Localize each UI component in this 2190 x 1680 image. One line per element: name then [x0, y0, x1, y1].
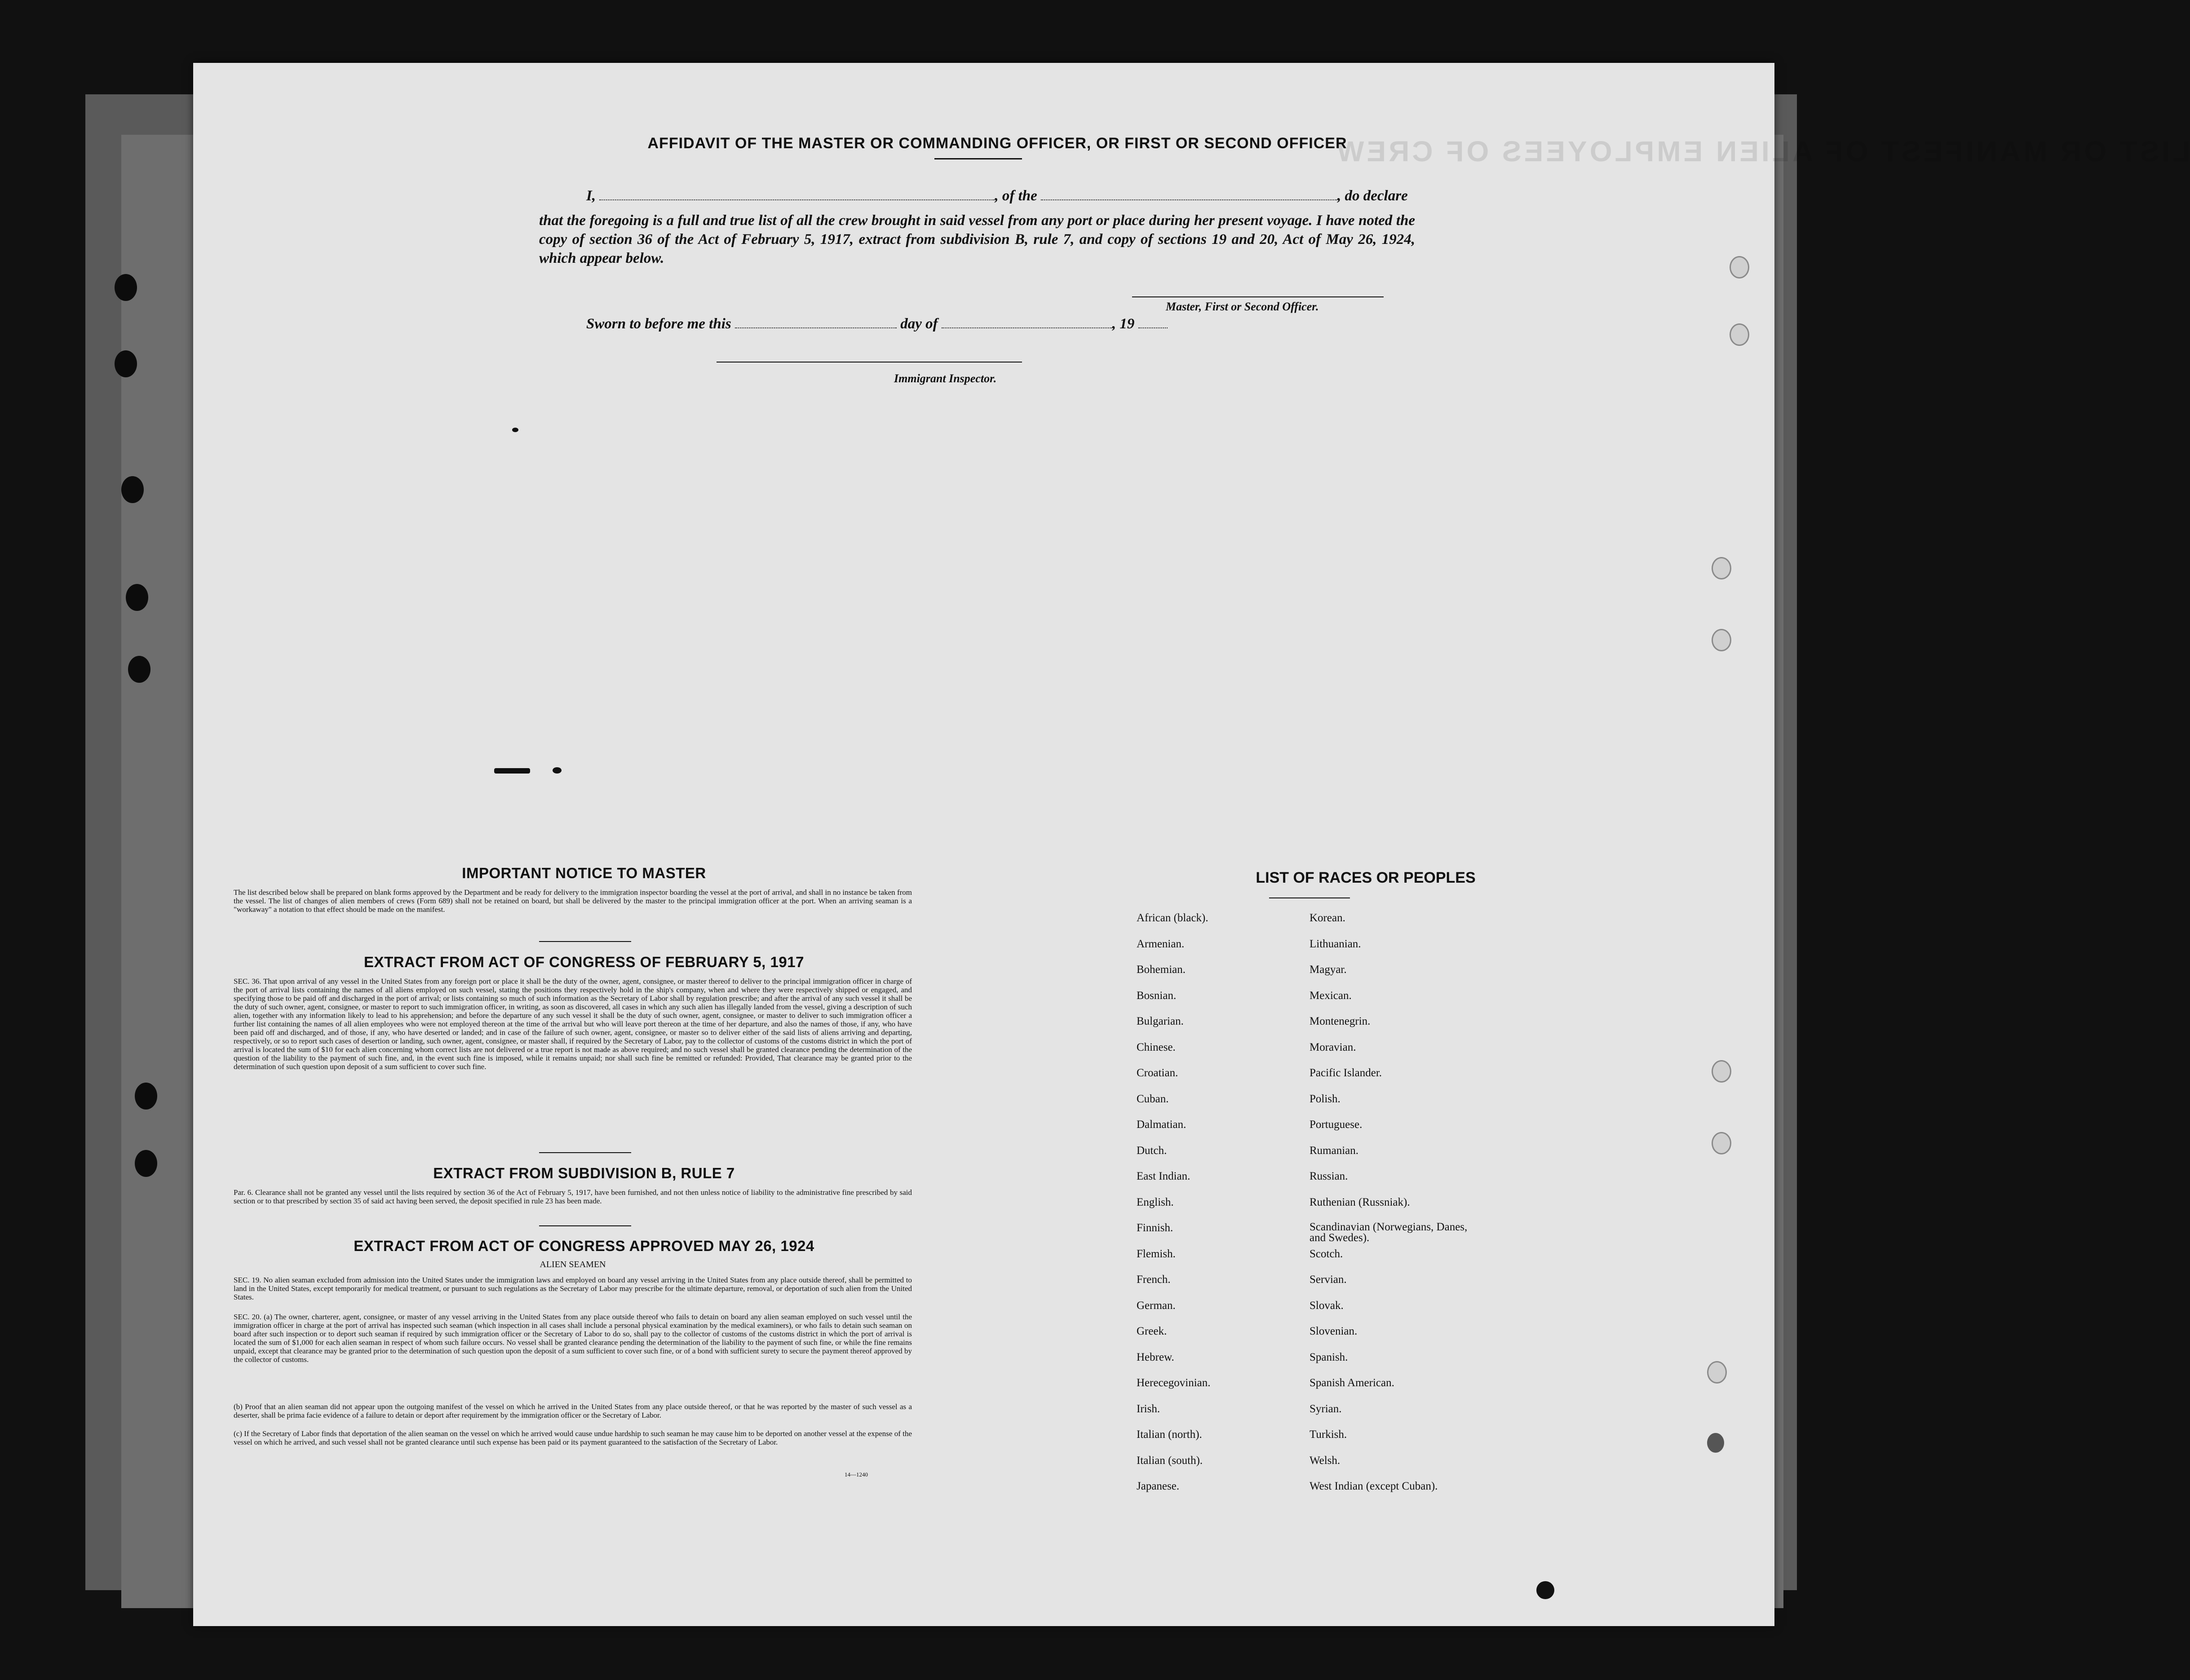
- race-item: German.: [1137, 1300, 1176, 1312]
- section-rule: [539, 941, 631, 942]
- race-item: Magyar.: [1310, 964, 1347, 976]
- sworn-month-field[interactable]: [942, 318, 1112, 328]
- punch-hole: [135, 1083, 157, 1110]
- inspector-signature-line[interactable]: [717, 362, 1022, 363]
- race-item: Mexican.: [1310, 990, 1352, 1002]
- race-item: Italian (south).: [1137, 1455, 1203, 1467]
- punch-hole: [1712, 1060, 1731, 1083]
- race-item: Servian.: [1310, 1273, 1347, 1286]
- punch-hole: [1730, 323, 1749, 346]
- races-rule: [1269, 897, 1350, 898]
- race-item: Spanish American.: [1310, 1377, 1394, 1389]
- master-signature-line[interactable]: [1132, 296, 1384, 297]
- do-declare-label: , do declare: [1337, 188, 1408, 204]
- punch-hole: [128, 656, 150, 683]
- race-item: Italian (north).: [1137, 1428, 1202, 1441]
- inspector-caption: Immigrant Inspector.: [894, 372, 997, 385]
- race-item: Pacific Islander.: [1310, 1067, 1382, 1079]
- title-rule: [934, 158, 1022, 159]
- punch-hole: [1712, 557, 1731, 579]
- ink-speck: [1536, 1581, 1554, 1599]
- race-item: Flemish.: [1137, 1248, 1176, 1260]
- race-item: Moravian.: [1310, 1041, 1356, 1053]
- sec20c-body: (c) If the Secretary of Labor finds that deportation of the alien seaman on the vessel on which he arrived would cause undue hardship to such seaman he may cause him to be deported on another vessel at the expense of the vessel on which he arrived, and such vessel shall not be granted clearance until such expense has been paid or its payment guaranteed to the satisfaction of the Secretary of Labor.: [234, 1429, 912, 1446]
- race-item: Chinese.: [1137, 1041, 1176, 1053]
- punch-hole: [115, 274, 137, 301]
- declarant-line: [586, 188, 1408, 204]
- race-item: Slovak.: [1310, 1300, 1344, 1312]
- section-rule: [539, 1225, 631, 1226]
- sec20b-body: (b) Proof that an alien seaman did not appear upon the outgoing manifest of the vessel on which he arrived in the United States from any place outside thereof, or that he was reported by the master of such vessel as a deserter, shall be prima facie evidence of a failure to detain or deport after requirement by the immigration officer or the Secretary of Labor.: [234, 1402, 912, 1419]
- sworn-date-field[interactable]: [735, 318, 897, 328]
- punch-hole: [121, 476, 144, 503]
- alien-seamen-subtitle: ALIEN SEAMEN: [540, 1260, 606, 1269]
- race-item: Bulgarian.: [1137, 1015, 1184, 1027]
- race-item: Dutch.: [1137, 1145, 1167, 1157]
- race-item: Bohemian.: [1137, 964, 1186, 976]
- race-item: Syrian.: [1310, 1403, 1342, 1415]
- vessel-field[interactable]: [1041, 190, 1337, 200]
- i-label: I,: [586, 188, 596, 204]
- punch-hole: [1707, 1361, 1727, 1384]
- sec20a-body: SEC. 20. (a) The owner, charterer, agent, consignee, or master of any vessel arriving in the United States from any place outside thereof who fails to detain on board any alien seaman employed on such vessel until the immigration officer in charge at the port of arrival has inspected such seaman (which inspection in all cases shall include a personal physical examination by the medical examiners), or who fails to detain such seaman on board after such inspection or to deport such seaman if required by such immigration officer or the Secretary of Labor to do so, shall pay to the collector of customs of the customs district in which the port of arrival is located the sum of $1,000 for each alien seaman in respect of whom such failure occurs. No vessel shall be granted clearance pending the determination of the liability to the payment of such fine, or while the fine remains unpaid, except that clearance may be granted prior to the determination of such question upon the deposit of a sum sufficient to cover such fine, or of a bond with sufficient surety to secure the payment thereof approved by the collector of customs.: [234, 1313, 912, 1364]
- sec19-body: SEC. 19. No alien seaman excluded from admission into the United States under the immigration laws and employed on board any vessel arriving in the United States from any place outside thereof, shall be permitted to land in the United States, except temporarily for medical treatment, or pursuant to such regulations as the Secretary of Labor may prescribe for the ultimate departure, removal, or deportation of such alien from the United States.: [234, 1276, 912, 1301]
- master-caption: Master, First or Second Officer.: [1166, 300, 1319, 313]
- race-item: Irish.: [1137, 1403, 1160, 1415]
- extract-1917-body: SEC. 36. That upon arrival of any vessel in the United States from any foreign port or place it shall be the duty of the owner, agent, consignee, or master thereof to deliver to the principal immigration officer in charge of the port of arrival lists containing the names of all aliens employed on such vessel, stating the positions they respectively hold in the ship's company, when and where they were respectively shipped or engaged, and specifying those to be paid off and discharged in the port of arrival; or lists containing so much of such information as the Secretary of Labor shall by regulation prescribe; and after the arrival of any such vessel it shall be the duty of such owner, agent, consignee, or master to report to such immigration officer, in writing, as soon as discovered, all cases in which any such alien has illegally landed from the vessel, giving a description of such alien, together with any information likely to lead to his apprehension; and before the departure of any such vessel it shall be the duty of such owner, agent, consignee, or master to deliver to such immigration officer a further list containing the names of all alien employees who were not employed thereon at the time of the arrival but who will leave port thereon at the time of her departure, and also the names of those, if any, who have been paid off and discharged, and of those, if any, who have deserted or landed; and in case of the failure of such owner, agent, consignee, or master so to deliver either of the said lists of aliens arriving and departing, respectively, or so to report such cases of desertion or landing, such owner, agent, consignee, or master shall, if required by the Secretary of Labor, pay to the collector of customs of the customs district in which the port of arrival is located the sum of $10 for each alien concerning whom correct lists are not delivered or a true report is not made as above required; and no such vessel shall be granted clearance pending the determination of the question of the liability to the payment of such fine, and, in the event such fine is imposed, while it remains unpaid; nor shall such fine be remitted or refunded: Provided, That clearance may be granted prior to the determination of such question upon deposit of a sum sufficient to cover such fine.: [234, 977, 912, 1071]
- sworn-label: Sworn to before me this: [586, 316, 731, 332]
- race-item: Korean.: [1310, 912, 1345, 924]
- section-rule: [539, 1152, 631, 1153]
- race-item: African (black).: [1137, 912, 1208, 924]
- of-the-label: , of the: [995, 188, 1037, 204]
- race-item: Rumanian.: [1310, 1145, 1359, 1157]
- extract-rule7-body: Par. 6. Clearance shall not be granted any vessel until the lists required by section 36 of the Act of February 5, 1917, have been furnished, and not then unless notice of liability to the administrative fine prescribed by said section or to that prescribed by section 35 of said act having been served, the deposit specified in rule 23 has been made.: [234, 1188, 912, 1205]
- affidavit-body: that the foregoing is a full and true list of all the crew brought in said vessel from any port or place during her present voyage. I have noted the copy of section 36 of the Act of February 5, 1917, extract from subdivision B, rule 7, and copy of sections 19 and 20, Act of May 26, 1924, which appear below.: [539, 212, 1415, 266]
- race-item: Montenegrin.: [1310, 1015, 1371, 1027]
- sworn-year-field[interactable]: [1138, 318, 1168, 328]
- race-item: Dalmatian.: [1137, 1119, 1186, 1131]
- punch-hole: [135, 1150, 157, 1177]
- race-item: Ruthenian (Russniak).: [1310, 1196, 1410, 1208]
- race-item: Slovenian.: [1310, 1325, 1358, 1337]
- race-item: Turkish.: [1310, 1428, 1347, 1441]
- punch-hole: [115, 350, 137, 377]
- punch-hole: [1712, 629, 1731, 651]
- race-item: Portuguese.: [1310, 1119, 1363, 1131]
- race-item: Lithuanian.: [1310, 938, 1361, 950]
- race-item: Scotch.: [1310, 1248, 1343, 1260]
- race-item: Bosnian.: [1137, 990, 1177, 1002]
- race-item: Croatian.: [1137, 1067, 1178, 1079]
- sworn-line: [586, 316, 1168, 332]
- day-of-label: day of: [900, 316, 938, 332]
- race-item: Finnish.: [1137, 1222, 1173, 1234]
- notice-body: The list described below shall be prepared on blank forms approved by the Department and be ready for delivery to the immigration inspector boarding the vessel at the port of arrival, and shall in no instance be taken from the vessel. The list of changes of alien members of crews (Form 689) shall not be retained on board, but shall be delivered by the master to the principal immigration officer at the port. When an arriving seaman is a "workaway" a notation to that effect should be made on the manifest.: [234, 888, 912, 914]
- ink-speck: [553, 767, 562, 774]
- extract-rule7-title: EXTRACT FROM SUBDIVISION B, RULE 7: [433, 1165, 735, 1181]
- race-item: West Indian (except Cuban).: [1310, 1480, 1438, 1492]
- race-item: Cuban.: [1137, 1093, 1169, 1105]
- punch-hole: [1730, 256, 1749, 279]
- manifest-sheet: [193, 63, 2190, 1626]
- race-item: Armenian.: [1137, 938, 1185, 950]
- race-item: Russian.: [1310, 1170, 1348, 1182]
- ink-speck: [512, 428, 518, 432]
- race-item: Spanish.: [1310, 1351, 1348, 1363]
- punch-hole: [1707, 1433, 1724, 1453]
- year-label: , 19: [1112, 316, 1135, 332]
- punch-hole: [1712, 1132, 1731, 1154]
- race-item: English.: [1137, 1196, 1174, 1208]
- race-item: Herecegovinian.: [1137, 1377, 1211, 1389]
- races-title: LIST OF RACES OR PEOPLES: [1256, 869, 1476, 886]
- bleed-through-heading: LIST OR MANIFEST OF ALIEN EMPLOYEES OF CREW: [1334, 135, 2190, 168]
- name-field[interactable]: [599, 190, 995, 200]
- race-item: Hebrew.: [1137, 1351, 1174, 1363]
- race-item: Scandinavian (Norwegians, Danes, and Swedes).: [1310, 1221, 1468, 1244]
- affidavit-title: AFFIDAVIT OF THE MASTER OR COMMANDING OFFICER, OR FIRST OR SECOND OFFICER: [647, 135, 1347, 152]
- form-reference: 14—1240: [845, 1471, 868, 1478]
- race-item: Welsh.: [1310, 1455, 1341, 1467]
- notice-title: IMPORTANT NOTICE TO MASTER: [462, 865, 706, 881]
- race-item: Japanese.: [1137, 1480, 1180, 1492]
- race-item: Greek.: [1137, 1325, 1167, 1337]
- race-item: Polish.: [1310, 1093, 1341, 1105]
- race-item: French.: [1137, 1273, 1171, 1286]
- ink-speck: [494, 768, 530, 774]
- race-item: East Indian.: [1137, 1170, 1190, 1182]
- extract-1924-title: EXTRACT FROM ACT OF CONGRESS APPROVED MAY 26, 1924: [354, 1238, 814, 1254]
- punch-hole: [126, 584, 148, 611]
- extract-1917-title: EXTRACT FROM ACT OF CONGRESS OF FEBRUARY 5, 1917: [364, 954, 804, 970]
